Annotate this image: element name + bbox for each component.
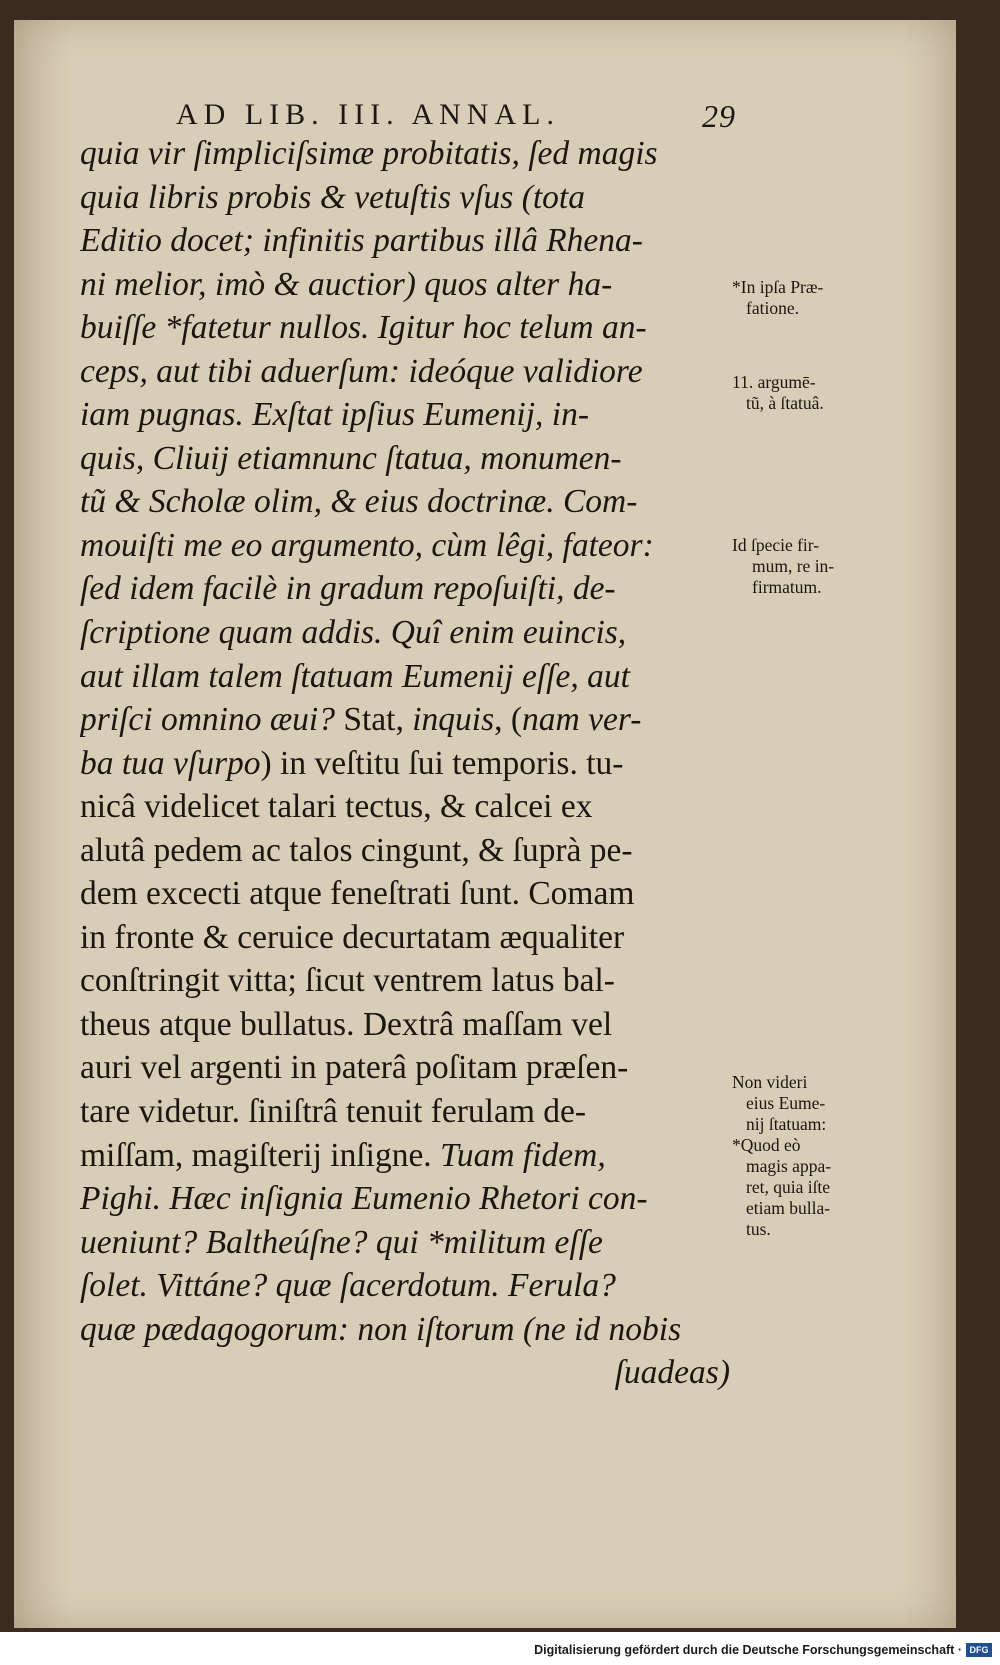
text-line: in fronte & ceruice decurtatam æqualiter: [80, 918, 625, 956]
main-text: [80, 132, 730, 1395]
text-line: auri vel argenti in paterâ poſitam præſen-: [80, 1049, 629, 1087]
note-line: *In ipſa Præ-: [732, 277, 824, 297]
text-line: [80, 698, 730, 742]
text-line: Pighi. Hæc inſignia Eumenio Rhetori con-: [80, 1180, 648, 1218]
marginal-note: [732, 1072, 862, 1240]
text-span: priſci omnino æui?: [80, 701, 344, 739]
note-line: tũ, à ſtatuâ.: [746, 393, 824, 413]
text-line: ceps, aut tibi aduerſum: ideóque validiore: [80, 352, 643, 390]
text-line: [80, 742, 730, 786]
note-line: ret, quia iſte: [746, 1177, 831, 1197]
note-line: Id ſpecie fir-: [732, 535, 820, 555]
text-span: nam ver-: [522, 701, 642, 739]
dfg-logo-icon: DFG: [966, 1643, 992, 1657]
marginal-note: [732, 277, 862, 319]
text-span: ) in veſtitu ſui temporis. tu-: [260, 744, 624, 782]
text-line: quia libris probis & vetuſtis vſus (tota: [80, 178, 585, 216]
text-line: [80, 1134, 730, 1178]
catchword-line: ſuadeas): [614, 1354, 730, 1392]
text-line: quæ pædagogorum: non iſtorum (ne id nobis: [80, 1310, 682, 1348]
text-span: , (: [494, 701, 523, 739]
text-line: buiſſe *fatetur nullos. Igitur hoc telum an-: [80, 309, 647, 347]
note-line: etiam bulla-: [746, 1198, 831, 1218]
note-line: 11. argumē-: [732, 372, 816, 392]
note-line: tus.: [746, 1219, 771, 1239]
marginal-note: [732, 372, 862, 414]
text-line: ueniunt? Baltheúſne? qui *militum eſſe: [80, 1223, 603, 1261]
digitization-footer: [0, 1640, 1000, 1662]
text-line: iam pugnas. Exſtat ipſius Eumenij, in-: [80, 396, 589, 434]
text-line: ni melior, imò & auctior) quos alter ha-: [80, 265, 613, 303]
text-span: ba tua vſurpo: [80, 744, 261, 782]
text-line: conſtringit vitta; ſicut ventrem latus bal-: [80, 962, 615, 1000]
text-line: ſcriptione quam addis. Quî enim euincis,: [80, 614, 627, 652]
funding-credit: Digitalisierung gefördert durch die Deutsche Forschungsgemeinschaft ·: [534, 1643, 962, 1657]
text-line: dem excecti atque feneſtrati ſunt. Comam: [80, 875, 635, 913]
text-span: Stat,: [343, 701, 413, 739]
text-line: nicâ videlicet talari tectus, & calcei ex: [80, 788, 593, 826]
text-line: tare videtur. ſiniſtrâ tenuit ferulam de-: [80, 1093, 587, 1131]
running-title: AD LIB. III. ANNAL.: [176, 98, 560, 131]
text-line: quis, Cliuij etiamnunc ſtatua, monumen-: [80, 439, 622, 477]
note-line: *Quod eò: [732, 1135, 801, 1155]
page-number: 29: [702, 98, 736, 134]
note-line: magis appa-: [746, 1156, 832, 1176]
text-line: ſolet. Vittáne? quæ ſacerdotum. Ferula?: [80, 1267, 616, 1305]
note-line: nij ſtatuam:: [746, 1114, 827, 1134]
text-line: aut illam talem ſtatuam Eumenij eſſe, aut: [80, 657, 630, 695]
text-line: Editio docet; infinitis partibus illâ Rhena-: [80, 222, 643, 260]
marginal-note: [732, 535, 862, 598]
note-line: eius Eume-: [746, 1093, 826, 1113]
text-line: mouiſti me eo argumento, cùm lêgi, fateor:: [80, 526, 654, 564]
text-span: miſſam, magiſterij inſigne.: [80, 1136, 441, 1174]
note-line: Non videri: [732, 1072, 808, 1092]
text-line: theus atque bullatus. Dextrâ maſſam vel: [80, 1005, 613, 1043]
text-line: ſed idem facilè in gradum repoſuiſti, de-: [80, 570, 616, 608]
text-line: alutâ pedem ac talos cingunt, & ſuprà pe-: [80, 831, 633, 869]
note-line: firmatum.: [752, 577, 822, 597]
text-line: tũ & Scholæ olim, & eius doctrinæ. Com-: [80, 483, 638, 521]
text-span: inquis: [412, 701, 495, 739]
note-line: mum, re in-: [752, 556, 835, 576]
book-page: [14, 20, 956, 1628]
text-span: Tuam fidem,: [440, 1136, 606, 1174]
note-line: fatione.: [746, 298, 799, 318]
text-line: quia vir ſimpliciſsimæ probitatis, ſed magis: [80, 135, 658, 172]
